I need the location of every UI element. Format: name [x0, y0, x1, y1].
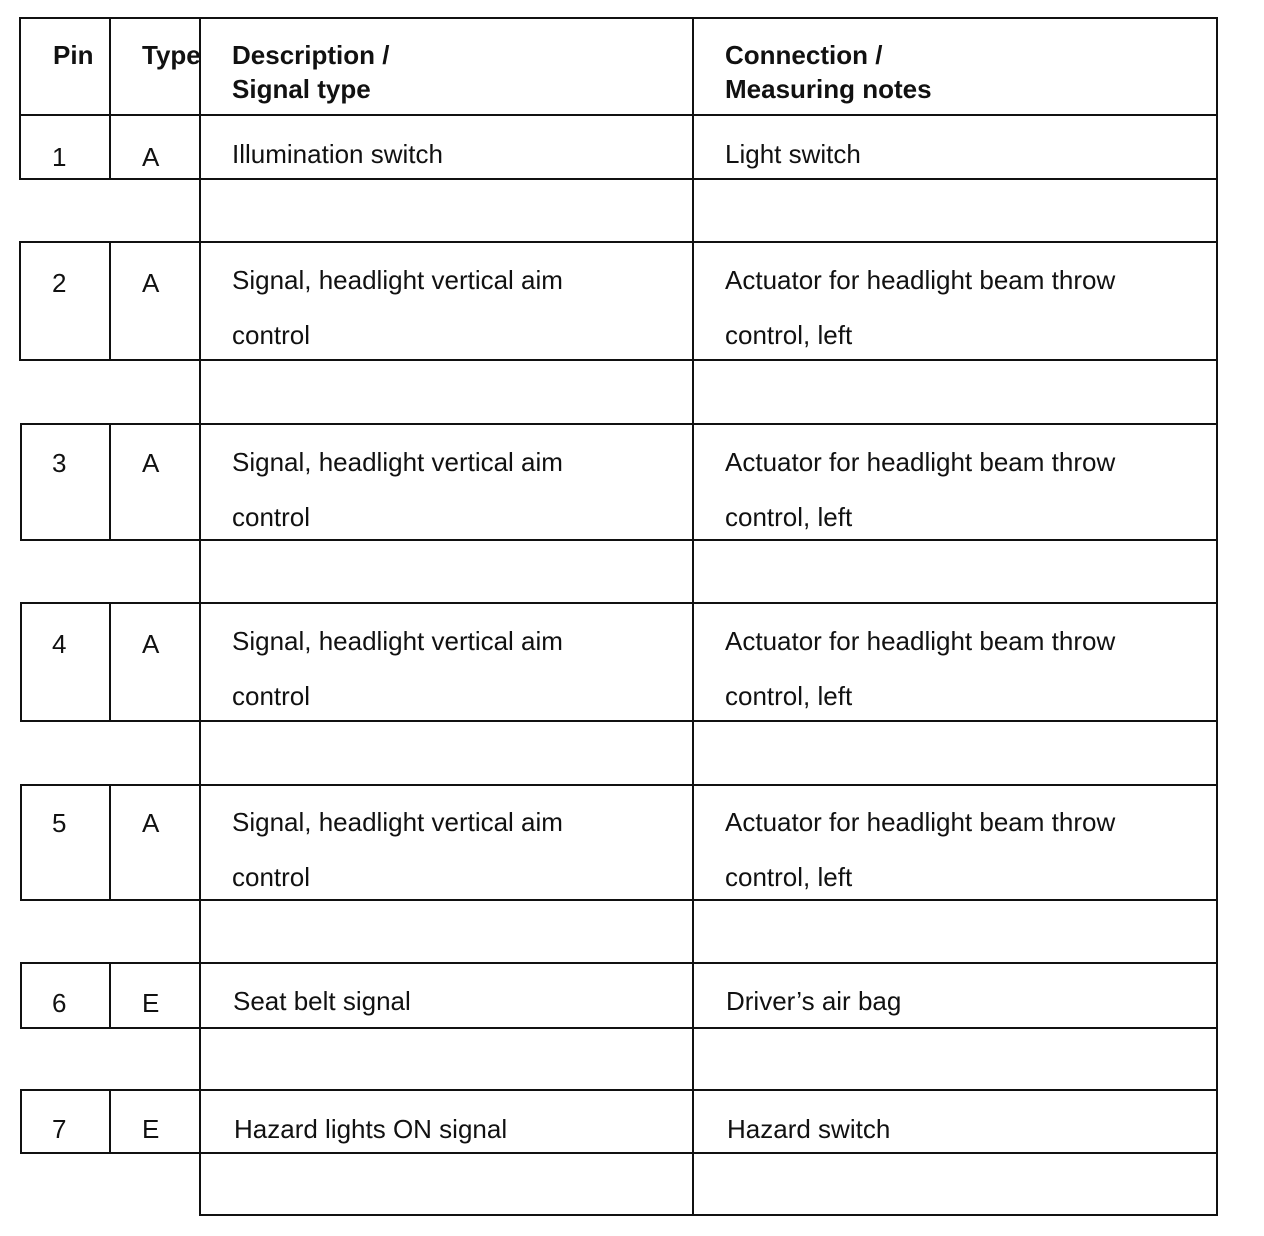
grid-line	[19, 114, 21, 180]
pin-type: A	[142, 142, 160, 172]
header-pin: Pin	[53, 40, 94, 70]
pin-connection-line1: Actuator for headlight beam throw	[725, 447, 1116, 477]
grid-line	[109, 602, 111, 722]
pin-number: 5	[52, 808, 67, 838]
pin-description-line1: Signal, headlight vertical aim	[232, 807, 563, 837]
pin-description	[232, 253, 563, 363]
pin-description-line1: Signal, headlight vertical aim	[232, 626, 563, 656]
pin-connection-line2: control, left	[725, 502, 853, 532]
grid-line	[20, 1027, 1218, 1029]
header-connection-line1: Connection /	[725, 40, 883, 70]
grid-line	[200, 241, 1218, 243]
grid-line	[200, 1214, 1218, 1216]
pin-connection-line2: control, left	[725, 862, 853, 892]
grid-line	[20, 423, 22, 541]
pin-type: A	[142, 808, 160, 838]
pin-number: 7	[52, 1114, 67, 1144]
pin-description: Seat belt signal	[233, 986, 411, 1016]
grid-line	[200, 602, 1218, 604]
grid-line	[199, 17, 201, 1216]
pin-number: 6	[52, 988, 67, 1018]
grid-line	[20, 1152, 1218, 1154]
pin-number: 1	[52, 142, 67, 172]
grid-line	[200, 784, 1218, 786]
pin-number: 4	[52, 629, 67, 659]
grid-line	[200, 423, 1218, 425]
header-description-line2: Signal type	[232, 74, 371, 104]
pin-description-line1: Signal, headlight vertical aim	[232, 265, 563, 295]
grid-line	[20, 1089, 22, 1154]
grid-line	[109, 962, 111, 1029]
pin-description-line2: control	[232, 862, 311, 892]
grid-line	[20, 602, 22, 722]
pin-description-line2: control	[232, 681, 311, 711]
pin-connection-line2: control, left	[725, 681, 853, 711]
pin-number: 3	[52, 448, 67, 478]
grid-line	[109, 114, 111, 180]
header-type: Type	[142, 40, 201, 70]
pin-description-line1: Signal, headlight vertical aim	[232, 447, 563, 477]
grid-line	[19, 17, 21, 117]
pin-connection-line1: Actuator for headlight beam throw	[725, 807, 1116, 837]
grid-line	[109, 423, 111, 541]
grid-line	[109, 784, 111, 901]
pin-description	[232, 795, 563, 905]
grid-line	[1216, 17, 1218, 1216]
pin-type: A	[142, 629, 160, 659]
pin-connection	[725, 253, 1115, 363]
pin-description-line2: control	[232, 320, 311, 350]
pin-connection	[725, 435, 1115, 545]
pin-connection: Hazard switch	[727, 1114, 891, 1144]
pin-connection-line1: Actuator for headlight beam throw	[725, 265, 1116, 295]
pin-connection	[725, 795, 1115, 905]
pin-description	[232, 435, 563, 545]
grid-line	[692, 17, 694, 1216]
header-description	[232, 38, 389, 106]
pin-connection	[725, 614, 1115, 724]
grid-line	[200, 1089, 1218, 1091]
grid-line	[200, 962, 1218, 964]
pin-description: Hazard lights ON signal	[234, 1114, 508, 1144]
grid-line	[20, 962, 22, 1029]
grid-line	[20, 178, 1218, 180]
grid-line	[20, 784, 22, 901]
pin-type: A	[142, 268, 160, 298]
pin-type: E	[142, 988, 160, 1018]
grid-line	[109, 1089, 111, 1154]
pin-type: A	[142, 448, 160, 478]
pin-type: E	[142, 1114, 160, 1144]
pin-description	[232, 614, 563, 724]
pin-connection-line2: control, left	[725, 320, 853, 350]
header-connection	[725, 38, 932, 106]
pin-connection: Light switch	[725, 139, 861, 169]
grid-line	[109, 241, 111, 361]
header-description-line1: Description /	[232, 40, 390, 70]
pin-number: 2	[52, 268, 67, 298]
grid-line	[19, 241, 21, 361]
pin-description-line2: control	[232, 502, 311, 532]
pin-description: Illumination switch	[232, 139, 443, 169]
pin-connection: Driver’s air bag	[726, 986, 902, 1016]
header-connection-line2: Measuring notes	[725, 74, 932, 104]
pin-connection-line1: Actuator for headlight beam throw	[725, 626, 1116, 656]
grid-line	[109, 17, 111, 117]
